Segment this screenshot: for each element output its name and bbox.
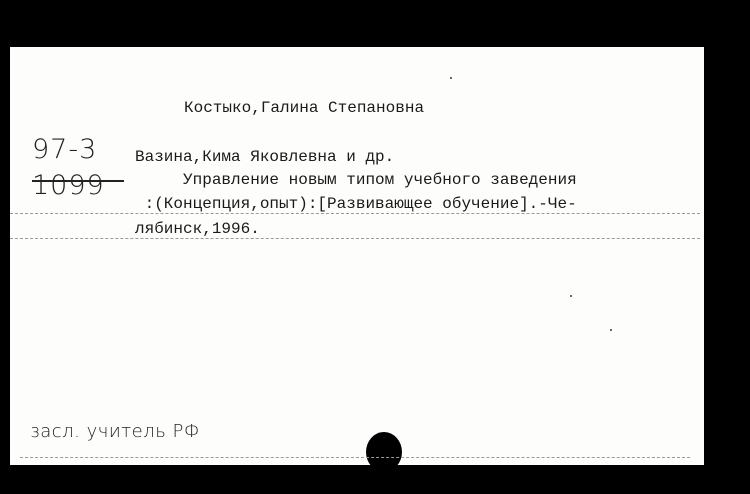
entry-line-2: Управление новым типом учебного заведения [135, 171, 577, 189]
speck [450, 77, 452, 79]
entry-line-4: лябинск,1996. [135, 220, 260, 238]
bottom-rule [20, 457, 690, 458]
speck [570, 295, 572, 297]
faint-rule [10, 238, 700, 239]
entry-line-1: Вазина,Кима Яковлевна и др. [135, 148, 395, 166]
speck [610, 329, 612, 331]
handwritten-note: засл. учитель РФ [30, 421, 200, 442]
shelf-mark-top: 97-3 [32, 134, 98, 165]
entry-line-3: :(Концепция,опыт):[Развивающее обучение].-Че- [135, 195, 577, 213]
shelf-mark-bottom: 1099 [32, 170, 105, 201]
card-heading: Костыко,Галина Степановна [184, 99, 425, 117]
punch-hole [366, 432, 402, 472]
catalog-card [10, 47, 704, 465]
faint-rule [10, 213, 700, 214]
